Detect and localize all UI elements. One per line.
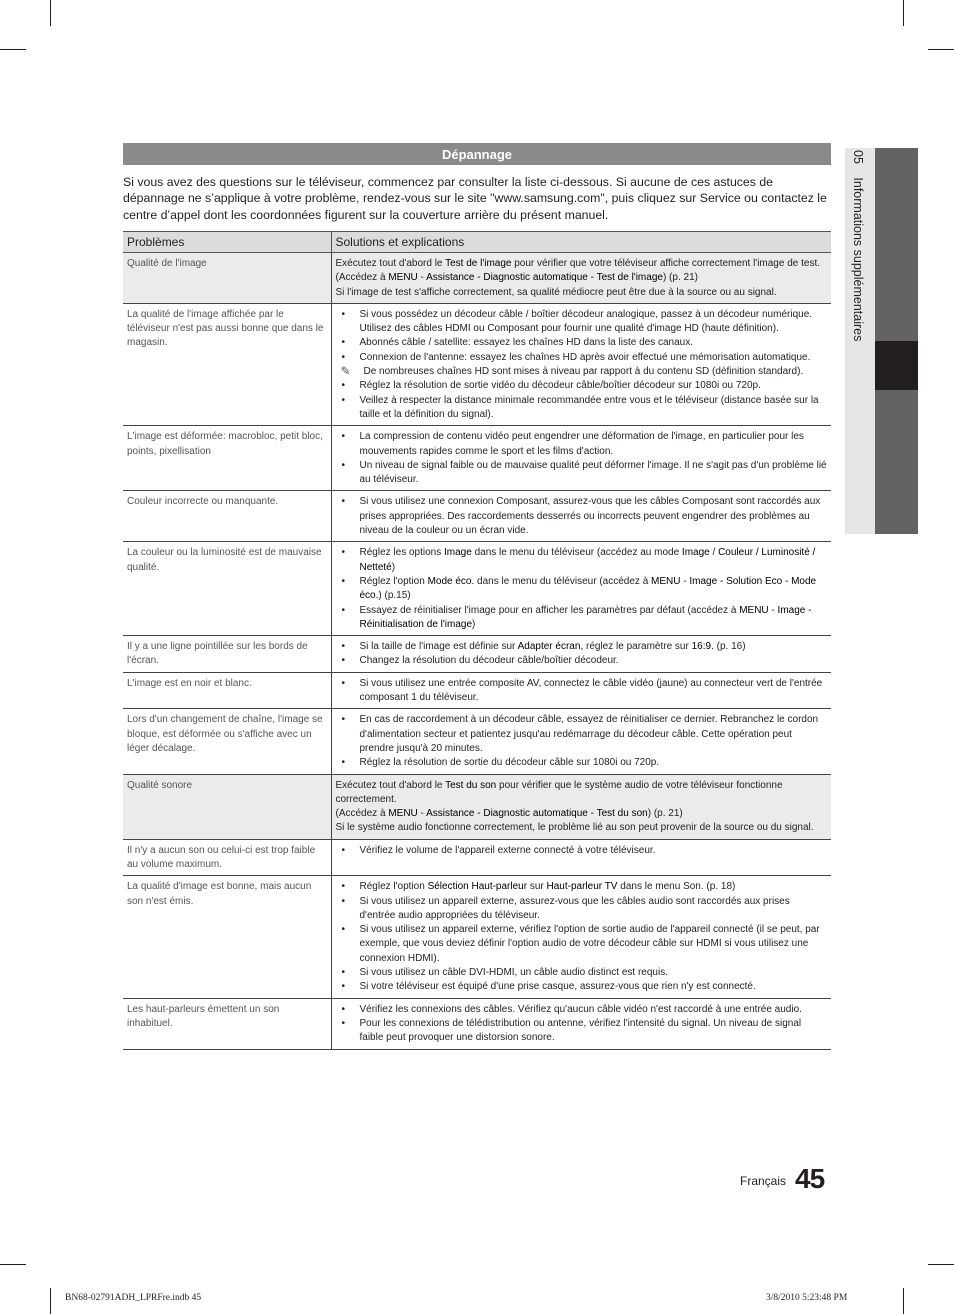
- table-row: [123, 542, 831, 636]
- menu-term: MENU: [388, 808, 418, 820]
- text: ) (p.15): [378, 590, 411, 602]
- text: , réglez le paramètre sur: [580, 641, 692, 653]
- problem-cell: Il n'y a aucun son ou celui-ci est trop faible au volume maximum.: [123, 839, 331, 876]
- table-header-row: [123, 232, 831, 253]
- list-item: • Un niveau de signal faible ou de mauvaise qualité peut déformer l'image. Il ne s'agit pas d'un problème lié au téléviseur.: [336, 459, 828, 488]
- text: Si le système audio fonctionne correctement, le problème lié au son peut provenir de la source ou du signal.: [335, 822, 814, 834]
- menu-term: Image - Réinitialisation de l'image: [359, 604, 812, 630]
- solution-cell: [331, 709, 831, 774]
- list-item: • La compression de contenu vidéo peut engendrer une déformation de l'image, en particulier pour les mouvements rapides comme le sport et les films d'action.: [336, 430, 828, 459]
- chapter-tab-label: [851, 150, 865, 341]
- text: (Accédez à: [335, 808, 389, 820]
- list-item: • Connexion de l'antenne: essayez les chaînes HD après avoir effectué une mémorisation automatique.: [336, 351, 828, 365]
- note-pencil-icon: ✎: [340, 364, 351, 379]
- table-row: [123, 672, 831, 709]
- solution-cell: [331, 636, 831, 673]
- list-item: • Si vous possédez un décodeur câble / boîtier décodeur analogique, passez à un décodeur numérique. Utilisez des câbles HDMI ou Composant pour fournir une qualité d'image HD (haute définition).: [336, 308, 828, 337]
- list-item: [336, 604, 828, 633]
- list-item: • Réglez la résolution de sortie du décodeur câble sur 1080i ou 720p.: [336, 756, 828, 770]
- solution-cell: [331, 542, 831, 636]
- problem-cell: Lors d'un changement de chaîne, l'image se bloque, est déformée ou s'affiche avec un léger décalage.: [123, 709, 331, 774]
- text: dans le menu du téléviseur (accédez à: [474, 575, 652, 587]
- menu-term: Assistance - Diagnostic automatique - Test de l'image: [426, 272, 663, 284]
- problem-cell: L'image est en noir et blanc.: [123, 672, 331, 709]
- text: Si l'image de test s'affiche correctement, sa qualité médiocre peut être due à la source ou au signal.: [335, 286, 777, 298]
- chapter-title: Informations supplémentaires: [851, 177, 865, 342]
- table-row: [123, 709, 831, 774]
- text: Exécutez tout d'abord le: [335, 258, 446, 269]
- text: Exécutez tout d'abord le: [335, 779, 446, 791]
- table-row: [123, 426, 831, 491]
- menu-term: Assistance - Diagnostic automatique - Test du son: [426, 808, 648, 820]
- menu-term: Image - Solution Eco - Mode éco.: [359, 575, 817, 602]
- menu-term: Image: [681, 547, 710, 559]
- list-item: [336, 880, 828, 894]
- problem-cell: Qualité sonore: [123, 774, 331, 839]
- problem-cell: La couleur ou la luminosité est de mauvaise qualité.: [123, 542, 331, 636]
- troubleshooting-table: [123, 231, 831, 1050]
- page-number: 45: [795, 1163, 825, 1194]
- crop-mark: [50, 1288, 51, 1314]
- crop-mark: [928, 49, 954, 50]
- text: -: [417, 272, 427, 284]
- table-row: [123, 774, 831, 839]
- solution-cell: [331, 426, 831, 491]
- text: . (p. 16): [711, 641, 746, 653]
- list-item: • Si vous utilisez une connexion Composant, assurez-vous que les câbles Composant sont raccordés aux prises appropriées. Des raccordements desserrés ou incorrects peuvent engendrer des problèmes au niveau de la couleur ou un écran vide.: [336, 495, 828, 538]
- problem-cell: Qualité de l'image: [123, 253, 331, 304]
- chapter-tab-dark: [875, 148, 918, 341]
- text: Si la taille de l'image est définie sur: [359, 641, 518, 653]
- text: sur: [527, 881, 547, 893]
- text: -: [417, 808, 427, 820]
- list-item: • Si vous utilisez un câble DVI-HDMI, un câble audio distinct est requis.: [336, 966, 828, 980]
- crop-mark: [903, 1288, 904, 1314]
- crop-mark: [50, 0, 51, 26]
- solution-cell: [331, 998, 831, 1049]
- list-item: • Changez la résolution du décodeur câble/boîtier décodeur.: [336, 654, 828, 668]
- crop-mark: [0, 1264, 26, 1265]
- solution-cell: [331, 491, 831, 542]
- crop-mark: [928, 1264, 954, 1265]
- menu-term: Mode éco.: [427, 575, 475, 587]
- text: ): [391, 561, 396, 573]
- list-item: • Si vous utilisez un appareil externe, assurez-vous que les câbles audio sont raccordés aux prises d'entrée audio appropriées du téléviseur.: [336, 895, 828, 924]
- footer-language: Français: [740, 1174, 787, 1188]
- list-item: [336, 575, 828, 604]
- list-item: • Pour les connexions de télédistribution ou antenne, vérifiez l'intensité du signal. Un niveau de signal faible peut provoquer une distorsion sonore.: [336, 1017, 828, 1046]
- list-item: • Si votre téléviseur est équipé d'une prise casque, assurez-vous que rien n'y est connecté.: [336, 980, 828, 994]
- text: Réglez l'option: [359, 575, 428, 587]
- text: dans le menu Son. (p. 18): [617, 881, 736, 893]
- problem-cell: La qualité de l'image affichée par le téléviseur n'est pas aussi bonne que dans le magasin.: [123, 303, 331, 425]
- print-slug-file: BN68-02791ADH_LPRFre.indb 45: [65, 1293, 202, 1303]
- text: ) (p. 21): [647, 808, 683, 820]
- problem-cell: Il y a une ligne pointillée sur les bords de l'écran.: [123, 636, 331, 673]
- text: -: [680, 575, 690, 587]
- list-item: • En cas de raccordement à un décodeur câble, essayez de réinitialiser ce dernier. Rebranchez le cordon d'alimentation secteur et patientez jusqu'au redémarrage du décodeur câble. Cette opération peut prendre jusqu'à 20 minutes.: [336, 713, 828, 756]
- column-header-solutions: Solutions et explications: [331, 232, 831, 253]
- solution-cell: [331, 774, 831, 839]
- menu-term: Sélection Haut-parleur: [427, 881, 528, 893]
- menu-term: Haut-parleur TV: [546, 881, 618, 893]
- text: Réglez l'option: [359, 881, 428, 893]
- menu-term: MENU: [388, 272, 418, 284]
- problem-cell: Les haut-parleurs émettent un son inhabituel.: [123, 998, 331, 1049]
- solution-cell: [331, 253, 831, 304]
- menu-term: 16:9: [691, 641, 712, 653]
- menu-term: Image: [444, 547, 472, 559]
- menu-term: Couleur / Luminosité / Netteté: [359, 547, 816, 573]
- menu-term: MENU: [651, 575, 681, 587]
- text: ): [472, 618, 476, 630]
- list-item: • Si vous utilisez une entrée composite AV, connectez le câble vidéo (jaune) au connecteur vert de l'entrée composant 1 du téléviseur.: [336, 677, 828, 706]
- note: [336, 365, 828, 379]
- print-slug-date: 3/8/2010 5:23:48 PM: [766, 1293, 848, 1303]
- note-text: De nombreuses chaînes HD sont mises à niveau par rapport à du contenu SD (définition standard).: [363, 366, 804, 378]
- crop-mark: [0, 49, 26, 50]
- list-item: • Vérifiez les connexions des câbles. Vérifiez qu'aucun câble vidéo n'est raccordé à une entrée audio.: [336, 1003, 828, 1017]
- table-row: [123, 491, 831, 542]
- column-header-problems: Problèmes: [123, 232, 331, 253]
- table-row: [123, 253, 831, 304]
- table-row: [123, 876, 831, 998]
- chapter-tab-dark: [875, 390, 918, 534]
- text: /: [709, 547, 719, 559]
- problem-cell: La qualité d'image est bonne, mais aucun son n'est émis.: [123, 876, 331, 998]
- chapter-tab-marker: [875, 341, 918, 390]
- solution-cell: [331, 876, 831, 998]
- list-item: • Abonnés câble / satellite: essayez les chaînes HD dans la liste des canaux.: [336, 336, 828, 350]
- list-item: • Vérifiez le volume de l'appareil externe connecté à votre téléviseur.: [336, 844, 828, 858]
- list-item: [336, 640, 828, 654]
- text: ) (p. 21): [662, 272, 698, 284]
- menu-term: Test de l'image: [445, 258, 512, 269]
- problem-cell: L'image est déformée: macrobloc, petit bloc, points, pixellisation: [123, 426, 331, 491]
- menu-term: Adapter écran: [517, 641, 581, 653]
- problem-cell: Couleur incorrecte ou manquante.: [123, 491, 331, 542]
- table-row: [123, 998, 831, 1049]
- text: -: [768, 604, 778, 616]
- menu-term: Test du son: [445, 779, 497, 791]
- list-item: • Réglez la résolution de sortie vidéo du décodeur câble/boîtier décodeur sur 1080i ou 720p.: [336, 379, 828, 393]
- text: Essayez de réinitialiser l'image pour en afficher les paramètres par défaut (accédez à: [359, 604, 740, 616]
- list-item: • Si vous utilisez un appareil externe, vérifiez l'option de sortie audio de l'appareil connecté (il se peut, par exemple, que vous deviez définir l'option audio de votre décodeur câble sur HDMI si vous utilisez une connexion HDMI).: [336, 923, 828, 966]
- menu-term: MENU: [739, 604, 769, 616]
- table-row: [123, 636, 831, 673]
- intro-paragraph: Si vous avez des questions sur le téléviseur, commencez par consulter la liste ci-dessous. Si aucune de ces astuces de dépannage ne s’applique à votre problème, rendez-vous sur le site "www.samsung.com", puis cliquez sur Service ou contactez le centre d’appel dont les coordonnées figurent sur la couverture arrière du présent manuel.: [123, 175, 827, 222]
- text: Réglez les options: [359, 547, 444, 559]
- table-row: [123, 303, 831, 425]
- chapter-number: 05: [851, 150, 865, 164]
- solution-cell: [331, 839, 831, 876]
- solution-cell: [331, 303, 831, 425]
- text: pour vérifier que le système audio de votre téléviseur fonctionne correctement.: [335, 779, 783, 805]
- text: dans le menu du téléviseur (accédez au mode: [471, 547, 682, 559]
- section-title: Dépannage: [123, 143, 831, 165]
- text: pour vérifier que votre téléviseur affiche correctement l'image de test. (Accédez à: [335, 258, 821, 284]
- list-item: • Veillez à respecter la distance minimale recommandée entre vous et le téléviseur (distance basée sur la taille et la définition du signal).: [336, 394, 828, 423]
- crop-mark: [903, 0, 904, 26]
- solution-cell: [331, 672, 831, 709]
- table-row: [123, 839, 831, 876]
- list-item: [336, 546, 828, 575]
